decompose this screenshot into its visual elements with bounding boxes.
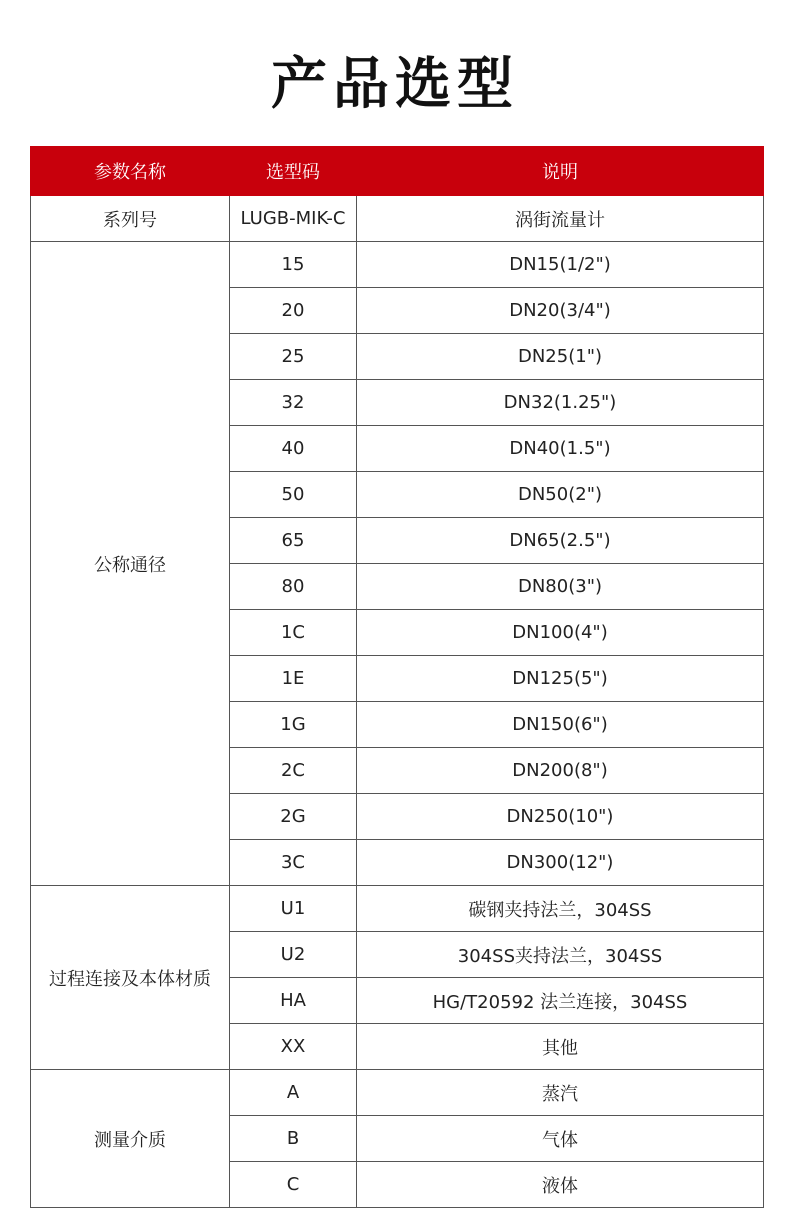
code-cell: 20: [230, 288, 357, 334]
selection-table: [30, 146, 764, 1208]
code-cell: 15: [230, 242, 357, 288]
desc-cell: DN150(6"): [357, 702, 764, 748]
desc-cell: 其他: [357, 1024, 764, 1070]
code-cell: XX: [230, 1024, 357, 1070]
desc-cell: 蒸汽: [357, 1070, 764, 1116]
code-cell: U2: [230, 932, 357, 978]
param-series: 系列号: [31, 196, 230, 242]
desc-cell: DN200(8"): [357, 748, 764, 794]
desc-cell: DN15(1/2"): [357, 242, 764, 288]
desc-cell: 304SS夹持法兰，304SS: [357, 932, 764, 978]
code-cell: A: [230, 1070, 357, 1116]
code-cell: 65: [230, 518, 357, 564]
desc-cell: DN125(5"): [357, 656, 764, 702]
param-medium: 测量介质: [31, 1070, 230, 1208]
table-row: [31, 1070, 764, 1116]
desc-cell: DN300(12"): [357, 840, 764, 886]
code-cell: C: [230, 1162, 357, 1208]
code-cell: 25: [230, 334, 357, 380]
desc-cell: 碳钢夹持法兰，304SS: [357, 886, 764, 932]
code-cell: 40: [230, 426, 357, 472]
desc-cell: DN32(1.25"): [357, 380, 764, 426]
desc-cell: DN20(3/4"): [357, 288, 764, 334]
desc-cell: DN25(1"): [357, 334, 764, 380]
table-row: [31, 196, 764, 242]
code-cell: 1E: [230, 656, 357, 702]
table-row: [31, 242, 764, 288]
code-cell: 2C: [230, 748, 357, 794]
code-cell: HA: [230, 978, 357, 1024]
code-cell: LUGB-MIK-C: [230, 196, 357, 242]
desc-cell: 液体: [357, 1162, 764, 1208]
desc-cell: DN40(1.5"): [357, 426, 764, 472]
desc-cell: 气体: [357, 1116, 764, 1162]
code-cell: 3C: [230, 840, 357, 886]
desc-cell: DN50(2"): [357, 472, 764, 518]
desc-cell: 涡街流量计: [357, 196, 764, 242]
param-connection: 过程连接及本体材质: [31, 886, 230, 1070]
header-desc: 说明: [357, 147, 764, 196]
code-cell: U1: [230, 886, 357, 932]
table-header-row: [31, 147, 764, 196]
desc-cell: DN250(10"): [357, 794, 764, 840]
desc-cell: HG/T20592 法兰连接，304SS: [357, 978, 764, 1024]
code-cell: 2G: [230, 794, 357, 840]
table-row: [31, 886, 764, 932]
code-cell: 80: [230, 564, 357, 610]
code-cell: 50: [230, 472, 357, 518]
param-diameter: 公称通径: [31, 242, 230, 886]
desc-cell: DN65(2.5"): [357, 518, 764, 564]
desc-cell: DN100(4"): [357, 610, 764, 656]
header-code: 选型码: [230, 147, 357, 196]
code-cell: 1C: [230, 610, 357, 656]
page-title: 产品选型: [271, 52, 519, 117]
code-cell: B: [230, 1116, 357, 1162]
code-cell: 1G: [230, 702, 357, 748]
desc-cell: DN80(3"): [357, 564, 764, 610]
code-cell: 32: [230, 380, 357, 426]
header-param: 参数名称: [31, 147, 230, 196]
